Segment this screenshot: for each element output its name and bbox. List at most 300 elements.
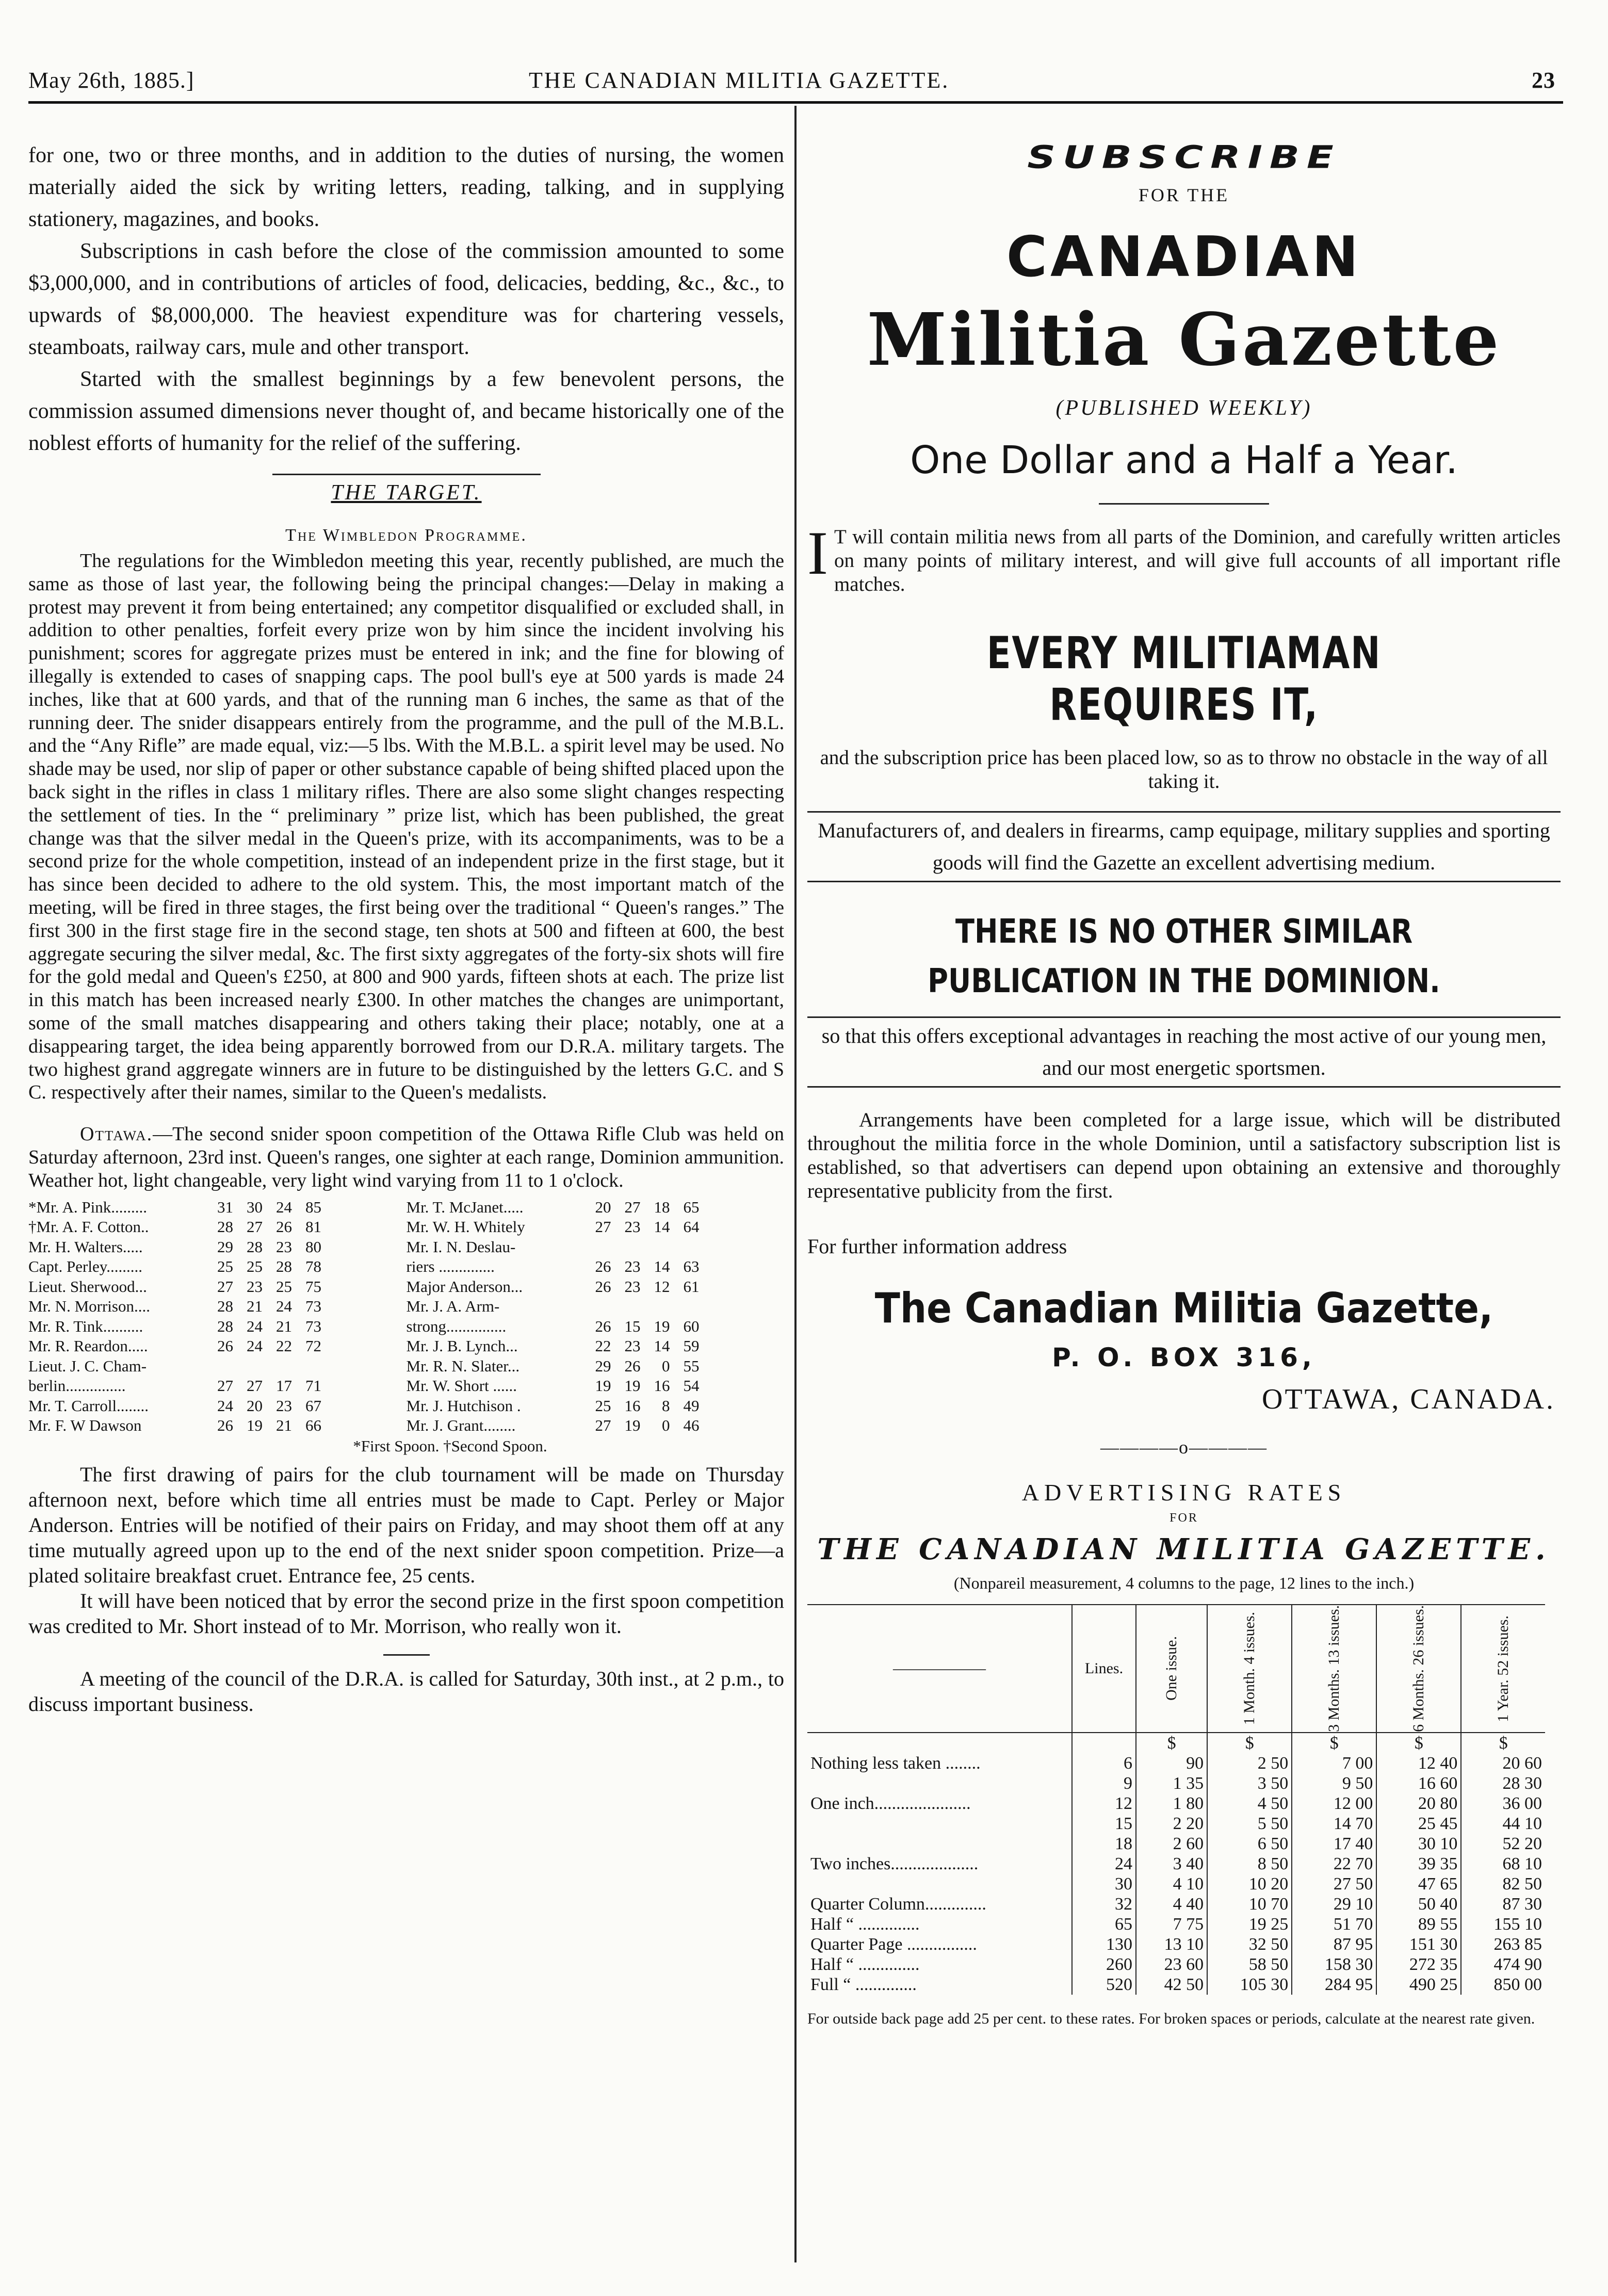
rates-footnote: For outside back page add 25 per cent. to these rates. For broken spaces or periods, calculate at the nearest rate given. [807,2010,1535,2027]
score-range: 20 [247,1396,263,1415]
score-range: 23 [276,1237,292,1256]
rate-row [807,1975,1545,1995]
rate-price: 5 50 [1207,1814,1292,1834]
score-range: 19 [624,1377,641,1395]
rate-lines [1072,1733,1136,1753]
score-row [28,1416,407,1436]
ornament-divider: ————o———— [1100,1437,1268,1458]
score-range [611,1237,641,1257]
score-range: 18 [654,1198,670,1216]
rate-price: 36 00 [1461,1793,1545,1814]
score-total [670,1237,700,1257]
score-total: 59 [683,1337,700,1355]
rate-price: 4 50 [1207,1793,1292,1814]
drop-cap: I [807,519,828,587]
rate-price: 490 25 [1376,1975,1461,1995]
shooter-name: Mr. N. Morrison.... [28,1297,150,1316]
score-range: 23 [624,1337,641,1355]
score-row [28,1237,407,1257]
shooter-name: Mr. R. Reardon..... [28,1337,148,1355]
shooter-name: Mr. I. N. Deslau- [406,1237,516,1256]
rates-header-blank: —————— [807,1605,1072,1733]
shooter-name: *Mr. A. Pink......... [28,1198,147,1216]
score-total [292,1356,321,1377]
subscription-price: One Dollar and a Half a Year. [910,438,1458,482]
score-row [407,1198,785,1218]
rate-price: 3 40 [1136,1854,1207,1874]
rate-price: 17 40 [1292,1834,1376,1854]
rates-header-lines: Lines. [1072,1605,1136,1733]
shooter-name: strong............... [406,1317,507,1335]
section-rule [272,474,541,475]
score-row [407,1217,785,1237]
score-row [407,1257,785,1277]
score-range: 23 [624,1257,641,1276]
rate-row [807,1934,1545,1954]
ottawa-lead: Ottawa. [80,1123,153,1145]
score-range: 25 [217,1257,233,1276]
rate-price: 22 70 [1292,1854,1376,1874]
rate-price: 3 50 [1207,1773,1292,1793]
advertising-gazette-title: THE CANADIAN MILITIA GAZETTE. [817,1532,1551,1566]
score-range: 14 [654,1257,670,1276]
shooter-name: Mr. W. Short ...... [406,1377,517,1395]
rate-price: 284 95 [1292,1975,1376,1995]
score-total: 72 [305,1337,321,1355]
score-row [407,1277,785,1297]
rate-label [807,1773,1072,1793]
rate-label: Nothing less taken ........ [810,1753,981,1773]
rate-price: 2 60 [1136,1834,1207,1854]
score-range [582,1237,611,1257]
for-the-label: FOR THE [1138,185,1230,205]
score-range: 23 [624,1277,641,1296]
rate-price: 7 00 [1292,1753,1376,1773]
rate-price: 30 10 [1376,1834,1461,1854]
rates-header-three-months: 3 Months. 13 issues. [1292,1605,1376,1733]
score-total: 49 [683,1396,700,1415]
ottawa-text: —The second snider spoon competition of the Ottawa Rifle Club was held on Saturday afternoon, 23rd inst. Queen's ranges, one sighter at each range, Dominion ammunition. Weather hot, light changeable, very light wind varying from 11 to 1 o'clock. [28,1123,784,1191]
score-row [407,1297,785,1317]
score-total: 66 [305,1416,321,1435]
rate-price: 13 10 [1136,1934,1207,1954]
rate-row [807,1793,1545,1814]
no-other-heading: THERE IS NO OTHER SIMILAR PUBLICATION IN THE DOMINION. [928,913,1440,1000]
rate-price: 44 10 [1461,1814,1545,1834]
rate-price: 50 40 [1376,1894,1461,1914]
intro-text: T will contain militia news from all parts of the Dominion, and carefully written articles on many points of military interest, and will give full accounts of all important rifle matches. [834,526,1561,595]
rate-row [807,1753,1545,1773]
currency-symbol: $ [1136,1733,1207,1753]
score-range: 28 [217,1218,233,1236]
score-range: 0 [662,1416,670,1435]
score-range [233,1356,263,1377]
score-row [28,1297,407,1317]
rate-price: 90 [1136,1753,1207,1773]
shooter-name: Mr. H. Walters..... [28,1237,143,1256]
page-number: 23 [1532,68,1555,93]
ottawa-article [28,1123,784,1192]
score-row [407,1396,785,1416]
score-range: 20 [595,1198,611,1216]
score-range: 23 [276,1396,292,1415]
exceptional-notice: so that this offers exceptional advantages in reaching the most active of our young men, and our most energetic sportsmen. [821,1024,1547,1079]
rate-price: 155 10 [1461,1914,1545,1934]
rate-price: 263 85 [1461,1934,1545,1954]
shooter-name: Mr. T. McJanet..... [406,1198,524,1216]
rate-row [807,1854,1545,1874]
currency-symbol: $ [1376,1733,1461,1753]
error-paragraph: It will have been noticed that by error the second prize in the first spoon competition was credited to Mr. Short instead of to Mr. Morrison, who really won it. [28,1589,784,1638]
score-total: 64 [683,1218,700,1236]
score-row [407,1376,785,1396]
score-row [28,1217,407,1237]
arrangements-paragraph: Arrangements have been completed for a large issue, which will be distributed throughout the militia force in the whole Dominion, until a satisfactory subscription list is established, so that advertisers can depend upon obtaining an extensive and thoroughly representative publicity from the first. [807,1109,1561,1202]
score-column-right [407,1198,785,1436]
score-range: 15 [624,1317,641,1335]
rate-lines: 12 [1072,1793,1136,1814]
score-total: 63 [683,1257,700,1276]
rate-price: 12 00 [1292,1793,1376,1814]
shooter-name: †Mr. A. F. Cotton.. [28,1218,149,1236]
shooter-name: Lieut. J. C. Cham- [28,1356,147,1375]
rate-price: 23 60 [1136,1954,1207,1975]
score-row [407,1356,785,1377]
wimbledon-article: The regulations for the Wimbledon meeting this year, recently published, are much the same as those of last year, the following being the principal changes:—Delay in making a protest may prevent it from being entertained; any competitor disqualified or excluded shall, in addition to other penalties, forfeit every prize won by him since the incident involving his punishment; scores for aggregate prizes must be entered in ink; and the fine for blowing of illegally is extended to cases of snapping caps. The pool bull's eye at 500 yards is made 24 inches, like that at 600 yards, and that of the running man 6 inches, the same as that of the running deer. The snider disappears entirely from the programme, and the pull of the M.B.L. and the “Any Rifle” are made equal, viz:—5 lbs. With the M.B.L. a spirit level may be used. No shade may be used, nor slip of paper or other substance capable of being shifted placed upon the back sight in the rifles in class 1 military rifles. There are also some slight changes respecting the settlement of ties. In the “ preliminary ” prize list, which has been published, the great change was that the silver medal in the Queen's prize, with its accompaniments, was to be a second prize for the whole competition, instead of an independent prize in the first stage, but it has since been decided to adhere to the old system. This, the most important match of the meeting, will be fired in three stages, the first being over the traditional “ Queen's ranges.” The first 300 in the first stage fire in the second stage, ten shots at 500 and fifteen at 600, the best aggregate securing the silver medal, &c. The first sixty aggregates of the forty-six shots will fire for the gold medal and Queen's £250, at 800 and 900 yards, fifteen shots at each. The prize list in this match has been increased nearly £300. In other matches the changes are unimportant, some of the small matches disappearing and others taking their place; notably, one at a disappearing target, the idea being apparently borrowed from our D.R.A. military targets. The two highest grand aggregate winners are in future to be distinguished by the letters G.C. and S C. respectively after their names, similar to the Queen's medalists. [28,550,784,1104]
score-range: 24 [247,1337,263,1355]
rate-price: 20 60 [1461,1753,1545,1773]
score-total: 75 [305,1277,321,1296]
rate-label: Full “ .............. [810,1975,917,1994]
rate-lines: 520 [1072,1975,1136,1995]
every-militiaman-heading: EVERY MILITIAMAN REQUIRES IT, [986,627,1382,731]
shooter-name: Major Anderson... [406,1277,523,1296]
score-range: 14 [654,1218,670,1236]
score-range: 27 [624,1198,641,1216]
rate-price: 7 75 [1136,1914,1207,1934]
po-box: P. O. BOX 316, [1052,1343,1316,1372]
rate-price: 2 50 [1207,1753,1292,1773]
rate-label: Two inches.................... [810,1854,979,1873]
for-further-info: For further information address [807,1235,1067,1258]
double-rule-top-2 [807,1016,1561,1018]
score-range: 31 [217,1198,233,1216]
rate-price: 87 30 [1461,1894,1545,1914]
score-total: 81 [305,1218,321,1236]
rate-price: 1 35 [1136,1773,1207,1793]
rate-price: 89 55 [1376,1914,1461,1934]
score-range: 12 [654,1277,670,1296]
rate-price: 1 80 [1136,1793,1207,1814]
score-range: 23 [624,1218,641,1236]
rate-price: 158 30 [1292,1954,1376,1975]
column-divider [794,106,797,2262]
rate-price: 151 30 [1376,1934,1461,1954]
rate-price: 20 80 [1376,1793,1461,1814]
rates-header-one-issue: One issue. [1136,1605,1207,1733]
rates-currency-row [807,1733,1545,1753]
rates-header-one-month: 1 Month. 4 issues. [1207,1605,1292,1733]
rate-price: 39 35 [1376,1854,1461,1874]
rate-price: 28 30 [1461,1773,1545,1793]
score-range: 21 [276,1317,292,1335]
commission-paragraph-1: for one, two or three months, and in addition to the duties of nursing, the women materially aided the sick by writing letters, reading, talking, and in supplying stationery, magazines, and books. [28,143,784,231]
score-total: 61 [683,1277,700,1296]
score-range: 26 [595,1257,611,1276]
rates-header-six-months: 6 Months. 26 issues. [1376,1605,1461,1733]
manufacturers-notice: Manufacturers of, and dealers in firearms, camp equipage, military supplies and sporting goods will find the Gazette an excellent advertising medium. [818,819,1550,874]
advertising-for-label: FOR [1170,1511,1198,1525]
score-range: 22 [595,1337,611,1355]
score-range: 19 [654,1317,670,1335]
commission-paragraph-3: Started with the smallest beginnings by a few benevolent persons, the commission assumed dimensions never thought of, and became historically one of the noblest efforts of humanity for the relief of the suffering. [28,367,784,455]
score-range: 21 [276,1416,292,1435]
rate-price: 51 70 [1292,1914,1376,1934]
rate-price: 105 30 [1207,1975,1292,1995]
rate-price: 474 90 [1461,1954,1545,1975]
score-range: 25 [247,1257,263,1276]
score-range: 26 [595,1277,611,1296]
score-range: 26 [595,1317,611,1335]
score-range [263,1356,292,1377]
subscribe-heading: SUBSCRIBE [1027,138,1341,176]
score-range: 30 [247,1198,263,1216]
intro-paragraph [807,519,1561,596]
score-range [641,1237,670,1257]
score-table [28,1198,784,1436]
rate-lines: 65 [1072,1914,1136,1934]
score-range: 29 [595,1356,611,1375]
score-range: 0 [662,1356,670,1375]
score-range [641,1297,670,1317]
score-row [407,1237,785,1257]
address-title: The Canadian Militia Gazette, [874,1284,1493,1332]
rate-price: 32 50 [1207,1934,1292,1954]
score-row [28,1317,407,1337]
shooter-name: Mr. R. Tink.......... [28,1317,143,1335]
commission-paragraph-2: Subscriptions in cash before the close of the commission amounted to some $3,000,000, and in contributions of articles of food, delicacies, bedding, &c., &c., to upwards of $8,000,000. The heaviest expenditure was for chartering vessels, steamboats, railway cars, mule and other transport. [28,239,784,359]
shooter-name: Mr. T. Carroll........ [28,1396,149,1415]
meeting-paragraph: A meeting of the council of the D.R.A. is called for Saturday, 30th inst., at 2 p.m., to discuss important business. [28,1667,784,1716]
rate-label: Quarter Page ................ [810,1934,977,1954]
rate-price: 14 70 [1292,1814,1376,1834]
rate-price: 10 20 [1207,1874,1292,1894]
score-row [28,1396,407,1416]
wimbledon-heading: The Wimbledon Programme. [285,526,527,545]
score-row [28,1376,407,1396]
rate-label: Half “ .............. [810,1954,920,1974]
score-range: 26 [276,1218,292,1236]
score-total: 78 [305,1257,321,1276]
currency-symbol: $ [1461,1733,1545,1753]
score-range: 19 [595,1377,611,1395]
score-range: 28 [247,1237,263,1256]
score-range: 16 [654,1377,670,1395]
rate-price: 850 00 [1461,1975,1545,1995]
rate-label [807,1814,1072,1834]
score-range: 27 [247,1377,263,1395]
score-row [28,1257,407,1277]
rate-price: 42 50 [1136,1975,1207,1995]
shooter-name: Lieut. Sherwood... [28,1277,147,1296]
rate-lines: 130 [1072,1934,1136,1954]
rate-price: 82 50 [1461,1874,1545,1894]
rate-price: 4 10 [1136,1874,1207,1894]
score-row [28,1336,407,1356]
running-head [28,67,1555,103]
score-range: 26 [624,1356,641,1375]
score-total: 85 [305,1198,321,1216]
score-range: 24 [276,1297,292,1316]
rate-lines: 15 [1072,1814,1136,1834]
rate-price: 12 40 [1376,1753,1461,1773]
nonpareil-note: (Nonpareil measurement, 4 columns to the page, 12 lines to the inch.) [953,1574,1415,1592]
score-range: 27 [217,1377,233,1395]
score-total: 60 [683,1317,700,1335]
score-total: 80 [305,1237,321,1256]
score-row [28,1356,407,1377]
shooter-name: Mr. J. B. Lynch... [406,1337,518,1355]
score-total: 65 [683,1198,700,1216]
double-rule-top [807,811,1561,813]
right-column [807,139,1561,2028]
score-total [670,1297,700,1317]
score-range: 27 [217,1277,233,1296]
rates-table [807,1604,1545,1995]
address-city: OTTAWA, CANADA. [1262,1383,1555,1415]
rate-price: 9 50 [1292,1773,1376,1793]
rate-label: One inch...................... [810,1793,971,1813]
rate-price: 68 10 [1461,1854,1545,1874]
score-total: 46 [683,1416,700,1435]
rate-lines: 18 [1072,1834,1136,1854]
score-range [611,1297,641,1317]
score-row [28,1277,407,1297]
score-range: 8 [662,1396,670,1415]
score-range: 26 [217,1416,233,1435]
double-rule-bottom [807,881,1561,882]
rate-row [807,1914,1545,1934]
score-total: 71 [305,1377,321,1395]
score-range: 22 [276,1337,292,1355]
rate-price: 29 10 [1292,1894,1376,1914]
score-range [204,1356,233,1377]
rate-row [807,1954,1545,1975]
rate-lines: 9 [1072,1773,1136,1793]
rate-label: Half “ .............. [810,1914,920,1934]
subscription-note: and the subscription price has been placed low, so as to throw no obstacle in the way of all taking it. [820,747,1548,793]
score-range: 27 [595,1416,611,1435]
issue-date: May 26th, 1885.] [28,68,194,93]
shooter-name: Capt. Perley......... [28,1257,142,1276]
rate-row [807,1834,1545,1854]
score-range: 28 [217,1317,233,1335]
rate-price: 6 50 [1207,1834,1292,1854]
score-total: 73 [305,1297,321,1316]
rate-price: 8 50 [1207,1854,1292,1874]
shooter-name: berlin............... [28,1377,126,1395]
currency-symbol: $ [1292,1733,1376,1753]
score-range: 29 [217,1237,233,1256]
left-column [28,139,784,1717]
currency-symbol: $ [1207,1733,1292,1753]
score-footnote: *First Spoon. †Second Spoon. [353,1436,547,1455]
rates-header-one-year: 1 Year. 52 issues. [1461,1605,1545,1733]
score-range: 23 [247,1277,263,1296]
shooter-name: Mr. R. N. Slater... [406,1356,520,1375]
header-rule [28,101,1563,104]
rate-row [807,1773,1545,1793]
published-weekly: (PUBLISHED WEEKLY) [1055,396,1312,420]
rate-price: 47 65 [1376,1874,1461,1894]
score-range: 27 [247,1218,263,1236]
score-column-left [28,1198,407,1436]
rate-label [807,1834,1072,1854]
rate-lines: 260 [1072,1954,1136,1975]
rate-row [807,1874,1545,1894]
score-range: 24 [217,1396,233,1415]
rate-label [807,1874,1072,1894]
score-range: 21 [247,1297,263,1316]
canadian-heading: CANADIAN [1006,225,1362,289]
score-total: 55 [683,1356,700,1375]
rate-price: 58 50 [1207,1954,1292,1975]
rate-price: 87 95 [1292,1934,1376,1954]
rate-lines: 30 [1072,1874,1136,1894]
rate-price: 19 25 [1207,1914,1292,1934]
score-row [28,1198,407,1218]
score-range: 14 [654,1337,670,1355]
rates-body [807,1733,1545,1995]
drawing-paragraph: The first drawing of pairs for the club tournament will be made on Thursday afternoon next, before which time all entries must be made to Capt. Perley or Major Anderson. Entries will be notified of their pairs on Friday, and may shoot them off at any time mutually agreed upon up to the end of the next snider spoon competition. Prize—a plated solitaire breakfast cruet. Entrance fee, 25 cents. [28,1462,784,1587]
shooter-name: Mr. W. H. Whitely [406,1218,525,1236]
rate-price: 4 40 [1136,1894,1207,1914]
score-range: 19 [247,1416,263,1435]
score-range: 28 [276,1257,292,1276]
rate-price: 52 20 [1461,1834,1545,1854]
score-range: 28 [217,1297,233,1316]
rate-lines: 6 [1072,1753,1136,1773]
rates-header-row [807,1605,1545,1733]
rate-lines: 24 [1072,1854,1136,1874]
shooter-name: Mr. J. A. Arm- [406,1297,500,1316]
score-range: 27 [595,1218,611,1236]
score-range: 26 [217,1337,233,1355]
score-total: 73 [305,1317,321,1335]
score-total: 67 [305,1396,321,1415]
score-range: 24 [247,1317,263,1335]
rate-label [807,1733,1072,1753]
rate-price: 10 70 [1207,1894,1292,1914]
shooter-name: riers .............. [406,1257,495,1276]
rate-row [807,1894,1545,1914]
target-section-title: THE TARGET. [331,481,482,505]
shooter-name: Mr. J. Hutchison . [406,1396,521,1415]
rate-row [807,1814,1545,1834]
ad-rule [1099,503,1269,505]
score-row [407,1317,785,1337]
score-range: 25 [595,1396,611,1415]
score-range [582,1297,611,1317]
militia-gazette-heading: Militia Gazette [867,298,1501,382]
shooter-name: Mr. J. Grant........ [406,1416,516,1435]
advertising-rates-title: ADVERTISING RATES [1021,1479,1346,1506]
rate-label: Quarter Column.............. [810,1894,986,1914]
score-range: 16 [624,1396,641,1415]
masthead-title: THE CANADIAN MILITIA GAZETTE. [529,68,950,93]
score-row [407,1416,785,1436]
rate-price: 25 45 [1376,1814,1461,1834]
